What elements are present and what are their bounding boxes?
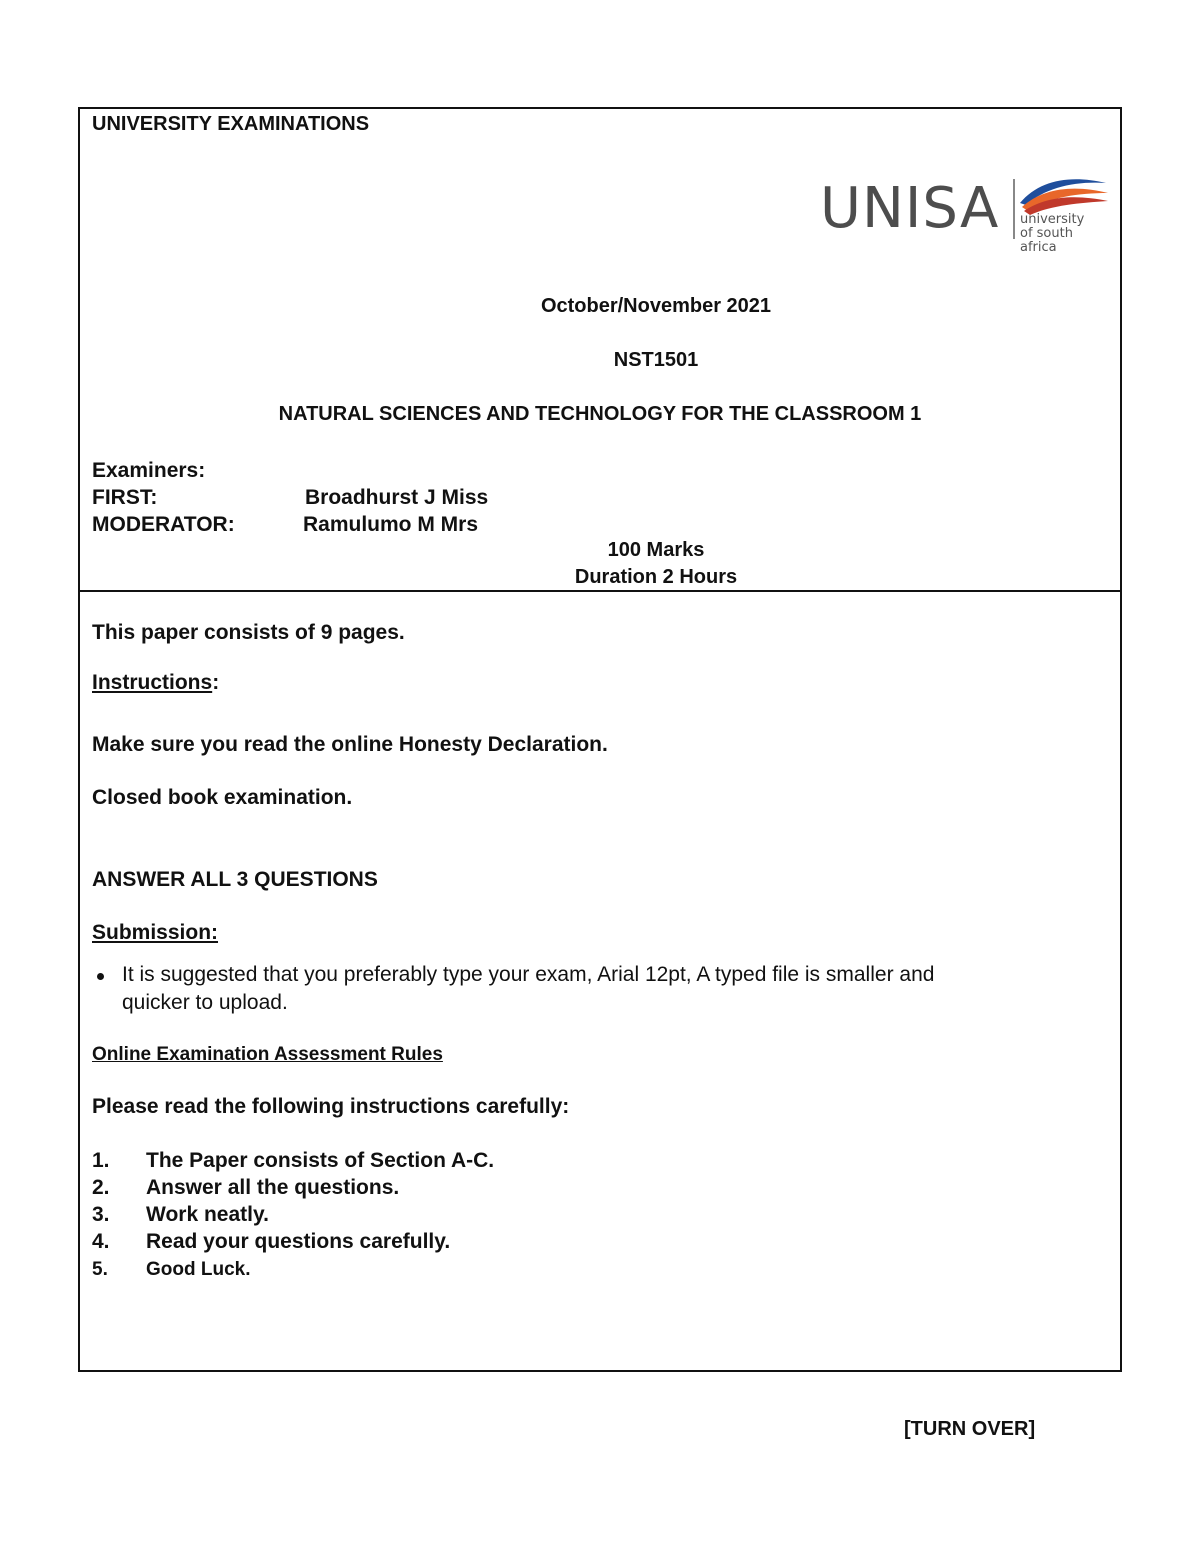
logo-subtitle	[1020, 213, 1110, 255]
logo-swoosh-icon	[1014, 173, 1110, 215]
bullet-icon	[97, 973, 104, 980]
exam-cover-frame	[78, 107, 1122, 1372]
instructions-heading-text: Instructions	[92, 671, 213, 694]
page-count: This paper consists of 9 pages.	[92, 621, 405, 644]
course-code: NST1501	[613, 349, 699, 371]
logo-wordmark: UNISA	[820, 176, 1000, 241]
course-title: NATURAL SCIENCES AND TECHNOLOGY FOR THE CLASSROOM 1	[278, 403, 922, 425]
submission-bullet-line2: quicker to upload.	[122, 991, 288, 1014]
moderator-name: Ramulumo M Mrs	[303, 513, 479, 536]
list-item-text: Good Luck.	[146, 1259, 251, 1280]
first-examiner-name: Broadhurst J Miss	[305, 486, 489, 509]
exam-header-title: UNIVERSITY EXAMINATIONS	[92, 113, 370, 135]
list-item-text: Answer all the questions.	[146, 1176, 400, 1199]
list-item-text: Read your questions carefully.	[146, 1230, 451, 1253]
instructions-heading-colon: :	[212, 671, 220, 694]
exam-date: October/November 2021	[540, 295, 772, 317]
list-item-number: 1.	[92, 1149, 110, 1172]
honesty-declaration: Make sure you read the online Honesty Declaration.	[92, 733, 608, 756]
submission-heading: Submission:	[92, 921, 219, 944]
answer-all-instruction: ANSWER ALL 3 QUESTIONS	[92, 868, 378, 891]
list-item-number: 3.	[92, 1203, 110, 1226]
turn-over-note: [TURN OVER]	[904, 1418, 1036, 1440]
first-examiner-label: FIRST:	[92, 486, 158, 509]
examiners-heading: Examiners:	[92, 459, 206, 482]
unisa-logo	[820, 173, 1110, 255]
submission-bullet-line1: It is suggested that you preferably type your exam, Arial 12pt, A typed file is smaller and	[122, 963, 935, 986]
section-divider	[80, 590, 1120, 592]
exam-duration: Duration 2 Hours	[574, 566, 738, 588]
list-item-number: 4.	[92, 1230, 110, 1253]
instructions-heading	[92, 671, 219, 695]
list-item-text: Work neatly.	[146, 1203, 269, 1226]
list-item-number: 2.	[92, 1176, 110, 1199]
logo-subtitle-line2: of south africa	[1020, 226, 1073, 255]
please-read-instruction: Please read the following instructions carefully:	[92, 1095, 570, 1118]
list-item-number: 5.	[92, 1259, 108, 1280]
logo-subtitle-line1: university	[1020, 212, 1085, 227]
total-marks: 100 Marks	[607, 539, 705, 561]
closed-book-note: Closed book examination.	[92, 786, 353, 809]
list-item-text: The Paper consists of Section A-C.	[146, 1149, 495, 1172]
rules-heading: Online Examination Assessment Rules	[92, 1044, 443, 1065]
moderator-label: MODERATOR:	[92, 513, 235, 536]
